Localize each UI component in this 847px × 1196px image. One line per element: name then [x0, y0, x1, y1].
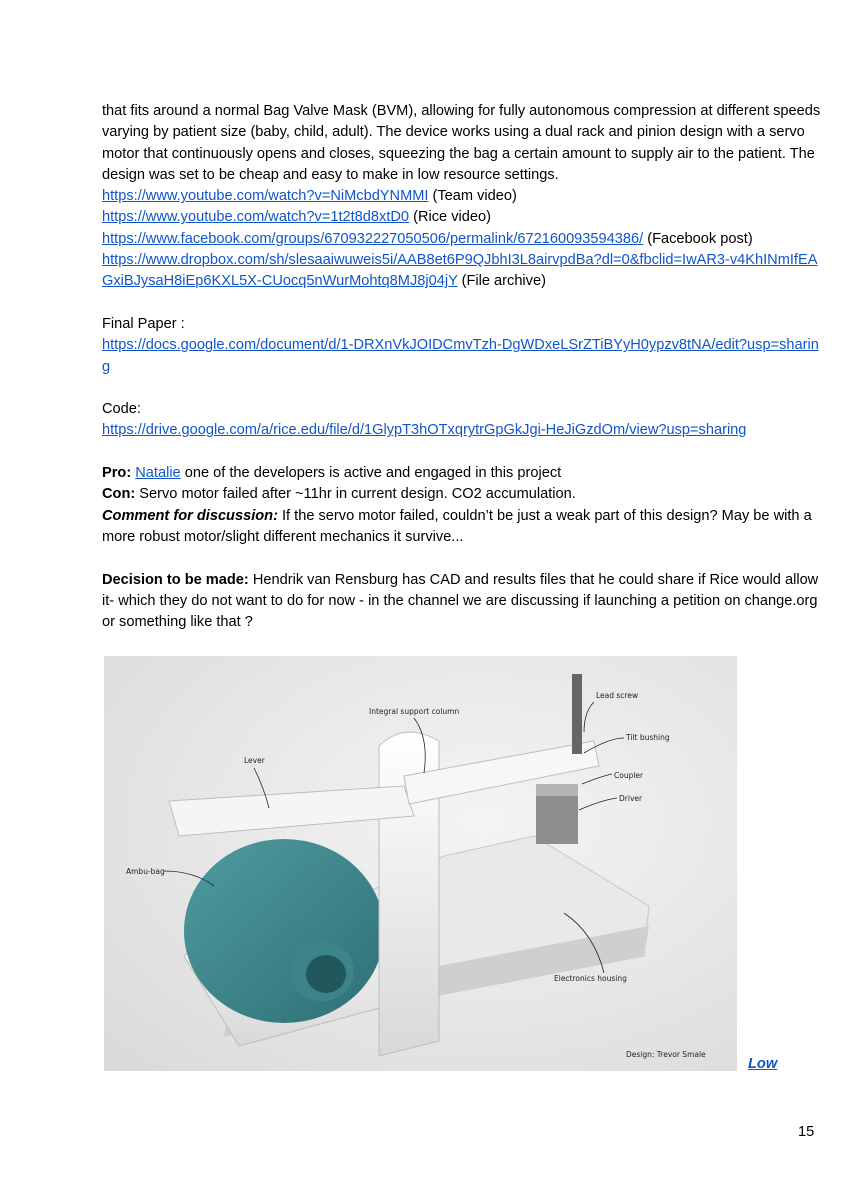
label-integral-support-column: Integral support column	[369, 707, 460, 716]
body-text	[102, 101, 822, 633]
link-line-team-video: https://www.youtube.com/watch?v=NiMcbdYNMMI (Team video)	[102, 188, 517, 205]
page-number: 15	[798, 1124, 815, 1140]
final-paper-label: Final Paper :	[102, 315, 185, 332]
intro-paragraph: that fits around a normal Bag Valve Mask (BVM), allowing for fully autonomous compression at different speeds varying by patient size (baby, child, adult). The device works using a dual rack and pinion design with a servo motor that continuously opens and closes, squeezing the bag a certain amount to supply air to the patient. The design was set to be cheap and easy to make in low resource settings.	[102, 103, 821, 183]
code-link[interactable]: https://drive.google.com/a/rice.edu/file/d/1GlypT3hOTxqrytrGpGkJgi-HeJiGzdOm/view?usp=sharing	[102, 422, 747, 439]
code-label: Code:	[102, 401, 141, 418]
decision-label: Decision to be made:	[102, 571, 249, 588]
link-line-file-archive: https://www.dropbox.com/sh/slesaaiwuweis5i/AAB8et6P9QJbhI3L8airvpdBa?dl=0&fbclid=IwAR3-v4KhINmIfEAGxiBJysaH8iEp6KXL5X-CUocq5nWurMohtq8MJ8j04jY (File archive)	[102, 252, 818, 290]
bag-opening-shape	[306, 955, 346, 993]
label-coupler: Coupler	[614, 771, 644, 780]
label-electronics-housing: Electronics housing	[554, 974, 627, 983]
device-render-figure	[104, 656, 737, 1071]
final-paper-link[interactable]: https://docs.google.com/document/d/1-DRXnVkJOIDCmvTzh-DgWDxeLSrZTiBYyH0ypzv8tNA/edit?usp=sharing	[102, 337, 819, 375]
facebook-post-link[interactable]: https://www.facebook.com/groups/670932227050506/permalink/672160093594386/	[102, 230, 644, 247]
lever-shape	[169, 786, 414, 836]
coupler-shape	[536, 784, 578, 796]
con-line: Con: Servo motor failed after ~11hr in current design. CO2 accumulation.	[102, 486, 576, 503]
label-ambu-bag: Ambu-bag	[126, 867, 165, 876]
link-line-rice-video: https://www.youtube.com/watch?v=1t2t8d8xtD0 (Rice video)	[102, 209, 491, 226]
lead-screw-shape	[572, 674, 582, 754]
comment-label: Comment for discussion:	[102, 507, 278, 524]
ambu-bag-shape	[184, 839, 384, 1023]
low-priority-link[interactable]: Low	[748, 1056, 778, 1072]
label-lever: Lever	[244, 756, 265, 765]
con-label: Con:	[102, 486, 136, 503]
label-lead-screw: Lead screw	[596, 691, 639, 700]
team-video-link[interactable]: https://www.youtube.com/watch?v=NiMcbdYNMMI	[102, 188, 429, 205]
decision-line: Decision to be made: Hendrik van Rensburg has CAD and results files that he could share if Rice would allow it- which they do not want to do for now - in the channel we are discussing if launching a petition on change.org or something like that ?	[102, 571, 819, 631]
file-archive-link[interactable]: https://www.dropbox.com/sh/slesaaiwuweis5i/AAB8et6P9QJbhI3L8airvpdBa?dl=0&fbclid=IwAR3-v4KhINmIfEAGxiBJysaH8iEp6KXL5X-CUocq5nWurMohtq8MJ8j04jY	[102, 252, 818, 290]
link-line-facebook-post: https://www.facebook.com/groups/670932227050506/permalink/672160093594386/ (Facebook post)	[102, 230, 753, 247]
pro-label: Pro:	[102, 465, 132, 482]
pro-line: Pro: Natalie one of the developers is active and engaged in this project	[102, 465, 562, 482]
rice-video-link[interactable]: https://www.youtube.com/watch?v=1t2t8d8xtD0	[102, 209, 410, 226]
label-driver: Driver	[619, 794, 643, 803]
device-render-svg	[104, 656, 737, 1071]
comment-line: Comment for discussion: If the servo motor failed, couldn’t be just a weak part of this design? May be with a more robust motor/slight different mechanics it survive...	[102, 507, 812, 545]
label-design-credit: Design: Trevor Smale	[626, 1050, 706, 1059]
natalie-link[interactable]: Natalie	[135, 465, 181, 482]
label-tilt-bushing: Tilt bushing	[626, 733, 670, 742]
